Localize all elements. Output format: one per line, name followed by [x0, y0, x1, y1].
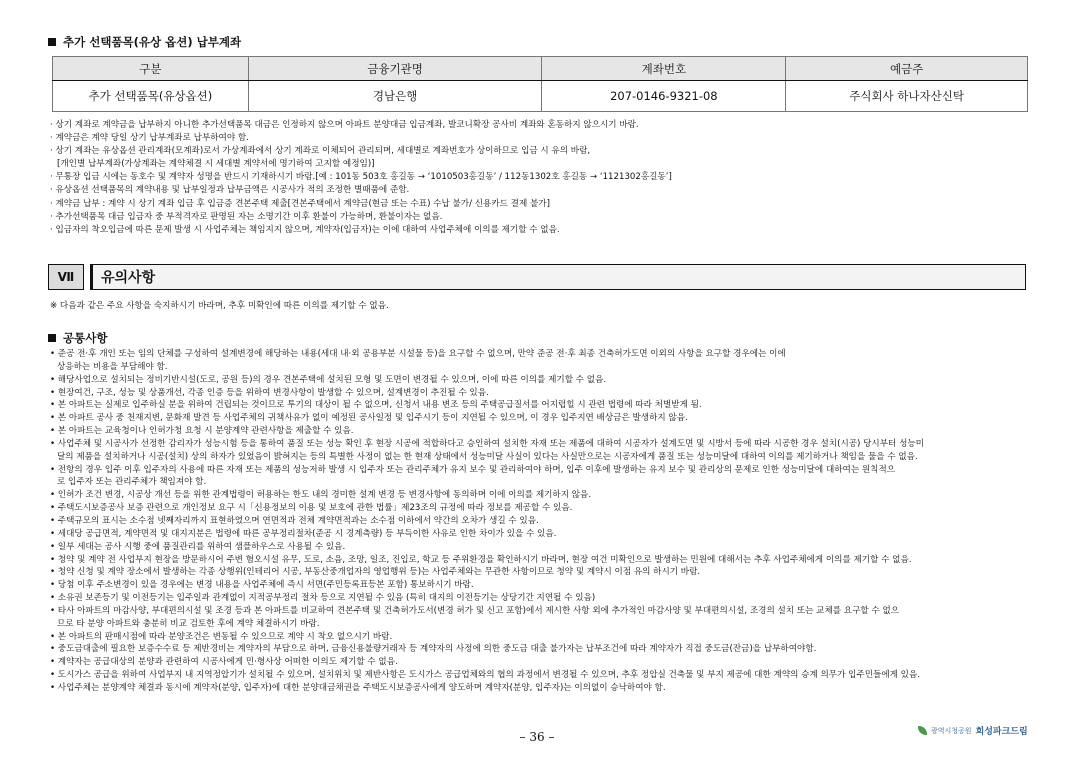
section-title-box: 유의사항 — [90, 264, 1026, 290]
header-holder: 예금주 — [786, 57, 1028, 81]
list-item: • 준공 전·후 개인 또는 임의 단체를 구성하여 설계변경에 해당하는 내용(세대 내·외 공용부분 시설물 등)을 요구할 수 없으며, 만약 준공 전·후 최종 건축허가도면 이외의 사항을 요구할 경우에는 이에 — [50, 349, 786, 359]
list-item-continuation: 상응하는 비용을 부담해야 함. — [57, 361, 168, 372]
note-line: · 유상옵션 선택품목의 계약내용 및 납부일정과 납부금액은 시공사가 적의 조정한 별때품에 준함. — [50, 185, 410, 196]
list-item: • 사업주체 및 시공사가 선정한 감리자가 성능시험 등을 통하여 품질 또는 성능 확인 후 현장 시공에 적합하다고 승인하여 설치한 자재 또는 제품에 대하여 시공자가 설계도면 및 시방서 등에 따라 시공한 경우 설치(시공) 당시부터 성능미 — [50, 438, 924, 449]
list-item: • 본 아파트의 판매시점에 따라 분양조건은 변동될 수 있으므로 계약 시 착오 없으시기 바람. — [50, 631, 393, 642]
list-item: • 도시가스 공급을 위하여 사업부지 내 지역정압기가 설치될 수 있으며, 설치위치 및 제반사항은 도시가스 공급업체와의 협의 과정에서 변경될 수 있으며, 추후 정압실 건축물 및 부지 제공에 대한 계약의 승계 의무가 입주민들에게 있음. — [50, 670, 920, 681]
list-item: • 주택도시보증공사 보증 관련으로 개인정보 요구 시「신용정보의 이용 및 보호에 관한 법률」제23조의 규정에 따라 정보를 제공할 수 있음. — [50, 503, 573, 514]
square-bullet-icon — [48, 334, 56, 342]
page-number: – 36 – — [519, 730, 555, 744]
header-category: 구분 — [53, 57, 249, 81]
note-line: [개인별 납부계좌(가상계좌는 계약체결 시 세대별 계약서에 명기하여 고지할 예정임)] — [57, 159, 375, 170]
list-item: • 소유권 보존등기 및 이전등기는 입주일과 관계없이 지적공부정리 절차 등으로 지연될 수 있음 (특히 대지의 이전등기는 상당기간 지연될 수 있음) — [50, 593, 596, 604]
section-title: 추가 선택품목(유상 옵션) 납부계좌 — [63, 35, 242, 49]
list-item: • 청약 및 계약 전 사업부지 현장을 방문하시어 주변 혐오시설 유무, 도로, 소음, 조망, 일조, 진입로, 학교 등 주위환경을 확인하시기 바라며, 현장 여건 미확인으로 발생하는 민원에 대해서는 추후 사업주체에게 이의를 제기할 수 없음. — [50, 554, 912, 565]
list-item: • 본 아파트는 실제로 입주하실 분을 위하여 건립되는 것이므로 투기의 대상이 될 수 없으며, 신청서 내용 변조 등의 주택공급질서를 어지럽힐 시 관련 법령에 따라 처벌받게 됨. — [50, 400, 702, 411]
header-account-number: 계좌번호 — [542, 57, 786, 81]
list-item: • 주택규모의 표시는 소수점 넷째자리까지 표현하였으며 연면적과 전체 계약면적과는 소수점 이하에서 약간의 오차가 생길 수 있음. — [50, 515, 539, 526]
list-item: • 본 아파트 공사 중 천재지변, 문화재 발견 등 사업주체의 귀책사유가 없이 예정된 공사일정 및 입주시기 등이 지연될 수 있으며, 이 경우 입주지연 배상금은 발생하지 않음. — [50, 413, 688, 424]
list-item: • 인허가 조건 변경, 시공상 개선 등을 위한 관계법령이 허용하는 한도 내의 경미한 설계 변경 등 변경사항에 동의하며 이에 이의를 제기하지 않음. — [50, 490, 592, 501]
section-intro — [50, 300, 1040, 313]
list-item: • 전항의 경우 입주 이후 입주자의 사용에 따른 자재 또는 제품의 성능저하 발생 시 입주자 또는 관리주체가 유지 보수 및 관리하여야 하며, 입주 이후에 발생하는 유지 보수 및 관리상의 문제로 인한 성능미달에 대하여는 원칙적으 — [50, 464, 896, 475]
list-item-continuation: 므로 타 분양 아파트와 충분히 비교 검토한 후에 계약 체결하시기 바람. — [57, 618, 320, 629]
account-table — [52, 56, 1028, 112]
table-header-row — [53, 57, 1028, 81]
list-item-continuation: 로 입주자 또는 관리주체가 책임져야 함. — [57, 477, 207, 488]
note-line: · 입금자의 착오입금에 따른 문제 발생 시 사업주체는 책임지지 않으며, 계약자(입금자)는 이에 대하여 사업주체에 이의를 제기할 수 없음. — [50, 224, 560, 235]
logo-brand-text: 희성파크드림 — [975, 727, 1028, 737]
header-bank: 금융기관명 — [248, 57, 542, 81]
note-line: · 무통장 입금 시에는 동호수 및 계약자 성명을 반드시 기재하시기 바람.[예 : 101동 503호 홍길동 → ‘1010503홍길동’ / 112동1302호 홍길동 → ‘1121302홍길동’] — [50, 172, 672, 183]
list-item: • 일부 세대는 공사 시행 중에 품질관리를 위하여 샘플하우스로 사용될 수 있음. — [50, 541, 346, 552]
subsection-title: 공통사항 — [63, 331, 108, 345]
list-item: • 당첨 이후 주소변경이 있을 경우에는 변경 내용을 사업주체에 즉시 서면(주민등록표등본 포함) 통보하시기 바람. — [50, 580, 474, 591]
list-item: • 청약 신청 및 계약 장소에서 발생하는 각종 상행위(인테리어 시공, 부동산중개업자의 영업행위 등)는 사업주체와는 무관한 사항이므로 청약 및 계약시 이점 유의 하시기 바람. — [50, 567, 701, 578]
note-line: · 계약금 납부 : 계약 시 상기 계좌 입금 후 입금증 견본주택 제출[견본주택에서 계약금(현금 또는 수표) 수납 불가/ 신용카드 결제 불가] — [50, 198, 550, 209]
square-bullet-icon — [48, 38, 56, 46]
cell-category: 추가 선택품목(유상옵션) — [53, 81, 249, 112]
list-item: • 중도금대출에 필요한 보증수수료 등 제반경비는 계약자의 부담으로 하며, 금융신용불량거래자 등 계약자의 사정에 의한 중도금 대출 불가자는 납부조건에 따라 계약자가 직접 중도금(잔금)을 납부하여야함. — [50, 644, 817, 655]
section-heading-account — [48, 34, 241, 50]
table-row — [53, 81, 1028, 112]
note-line: · 계약금은 계약 당일 상기 납부계좌로 납부하여야 함. — [50, 133, 249, 144]
leaf-logo-icon — [918, 726, 927, 735]
list-item-continuation: 달의 제품을 설치하거나 시공(설치) 상의 하자가 있었음이 밝혀지는 등의 특별한 사정이 없는 한 현재 상태에서 성능미달 사실이 있다는 사실만으로는 시공자에게 품질 또는 성능미달에 대하여 이의를 제기하거나 책임을 물을 수 없음. — [57, 451, 918, 462]
note-line: · 추가선택품목 대금 입금자 중 부적격자로 판명된 자는 소명기간 이후 환불이 가능하며, 환불이자는 없음. — [50, 211, 443, 222]
list-item: • 본 아파트는 교육청이나 인허가청 요청 시 분양계약 관련사항을 제출할 수 있음. — [50, 426, 354, 437]
list-item: • 세대당 공급면적, 계약면적 및 대지지분은 법령에 따른 공부정리절차(준공 시 경계측량) 등 부득이한 사유로 인한 차이가 있을 수 있음. — [50, 528, 557, 539]
list-item: • 계약자는 공급대상의 분양과 관련하여 시공사에게 민·형사상 어떠한 이의도 제기할 수 없음. — [50, 657, 398, 668]
intro-line: ※ 다음과 같은 주요 사항을 숙지하시기 바라며, 추후 미확인에 따른 이의를 제기할 수 없음. — [50, 301, 389, 311]
logo-small-text: 광역시청공원 — [931, 726, 972, 735]
note-line: · 상기 계좌는 유상옵션 관리계좌(모계좌)로서 가상계좌에서 상기 계좌로 이체되어 관리되며, 세대별로 계좌번호가 상이하므로 입금 시 유의 바람, — [50, 146, 591, 157]
common-notes-list — [50, 348, 1040, 695]
section-number-box: Ⅶ — [48, 264, 84, 290]
note-line: · 상기 계좌로 계약금을 납부하지 아니한 추가선택품목 대금은 인정하지 않으며 아파트 분양대금 입금계좌, 발코니확장 공사비 계좌와 혼동하지 않으시기 바람. — [50, 120, 639, 130]
list-item: • 해당사업으로 설치되는 정비기반시설(도로, 공원 등)의 경우 견본주택에 설치된 모형 및 도면이 변경될 수 있으며, 이에 따른 이의를 제기할 수 없음. — [50, 374, 607, 385]
cell-holder: 주식회사 하나자산신탁 — [786, 81, 1028, 112]
footer-logo — [918, 724, 1028, 737]
account-notes — [50, 119, 1040, 237]
list-item: • 사업주체는 분양계약 체결과 동시에 계약자(분양, 입주자)에 대한 분양대금채권을 주택도시보증공사에게 양도하며 계약자(분양, 입주자)는 이의없이 승낙하여야 함. — [50, 682, 666, 693]
cell-account-number: 207-0146-9321-08 — [542, 81, 786, 112]
list-item: • 타사 아파트의 마감사양, 부대편의시설 및 조경 등과 본 아파트를 비교하여 견본주택 및 건축허가도서(변경 허가 및 신고 포함)에서 제시한 사항 외에 추가적인 마감사양 및 부대편의시설, 조경의 설치 또는 교체를 요구할 수 없으 — [50, 605, 900, 616]
cell-bank: 경남은행 — [248, 81, 542, 112]
subsection-heading-common — [48, 330, 107, 346]
list-item: • 현장여건, 구조, 성능 및 상품개선, 각종 인증 등을 위하여 변경사항이 발생할 수 있으며, 설계변경이 추진될 수 있음. — [50, 387, 489, 398]
